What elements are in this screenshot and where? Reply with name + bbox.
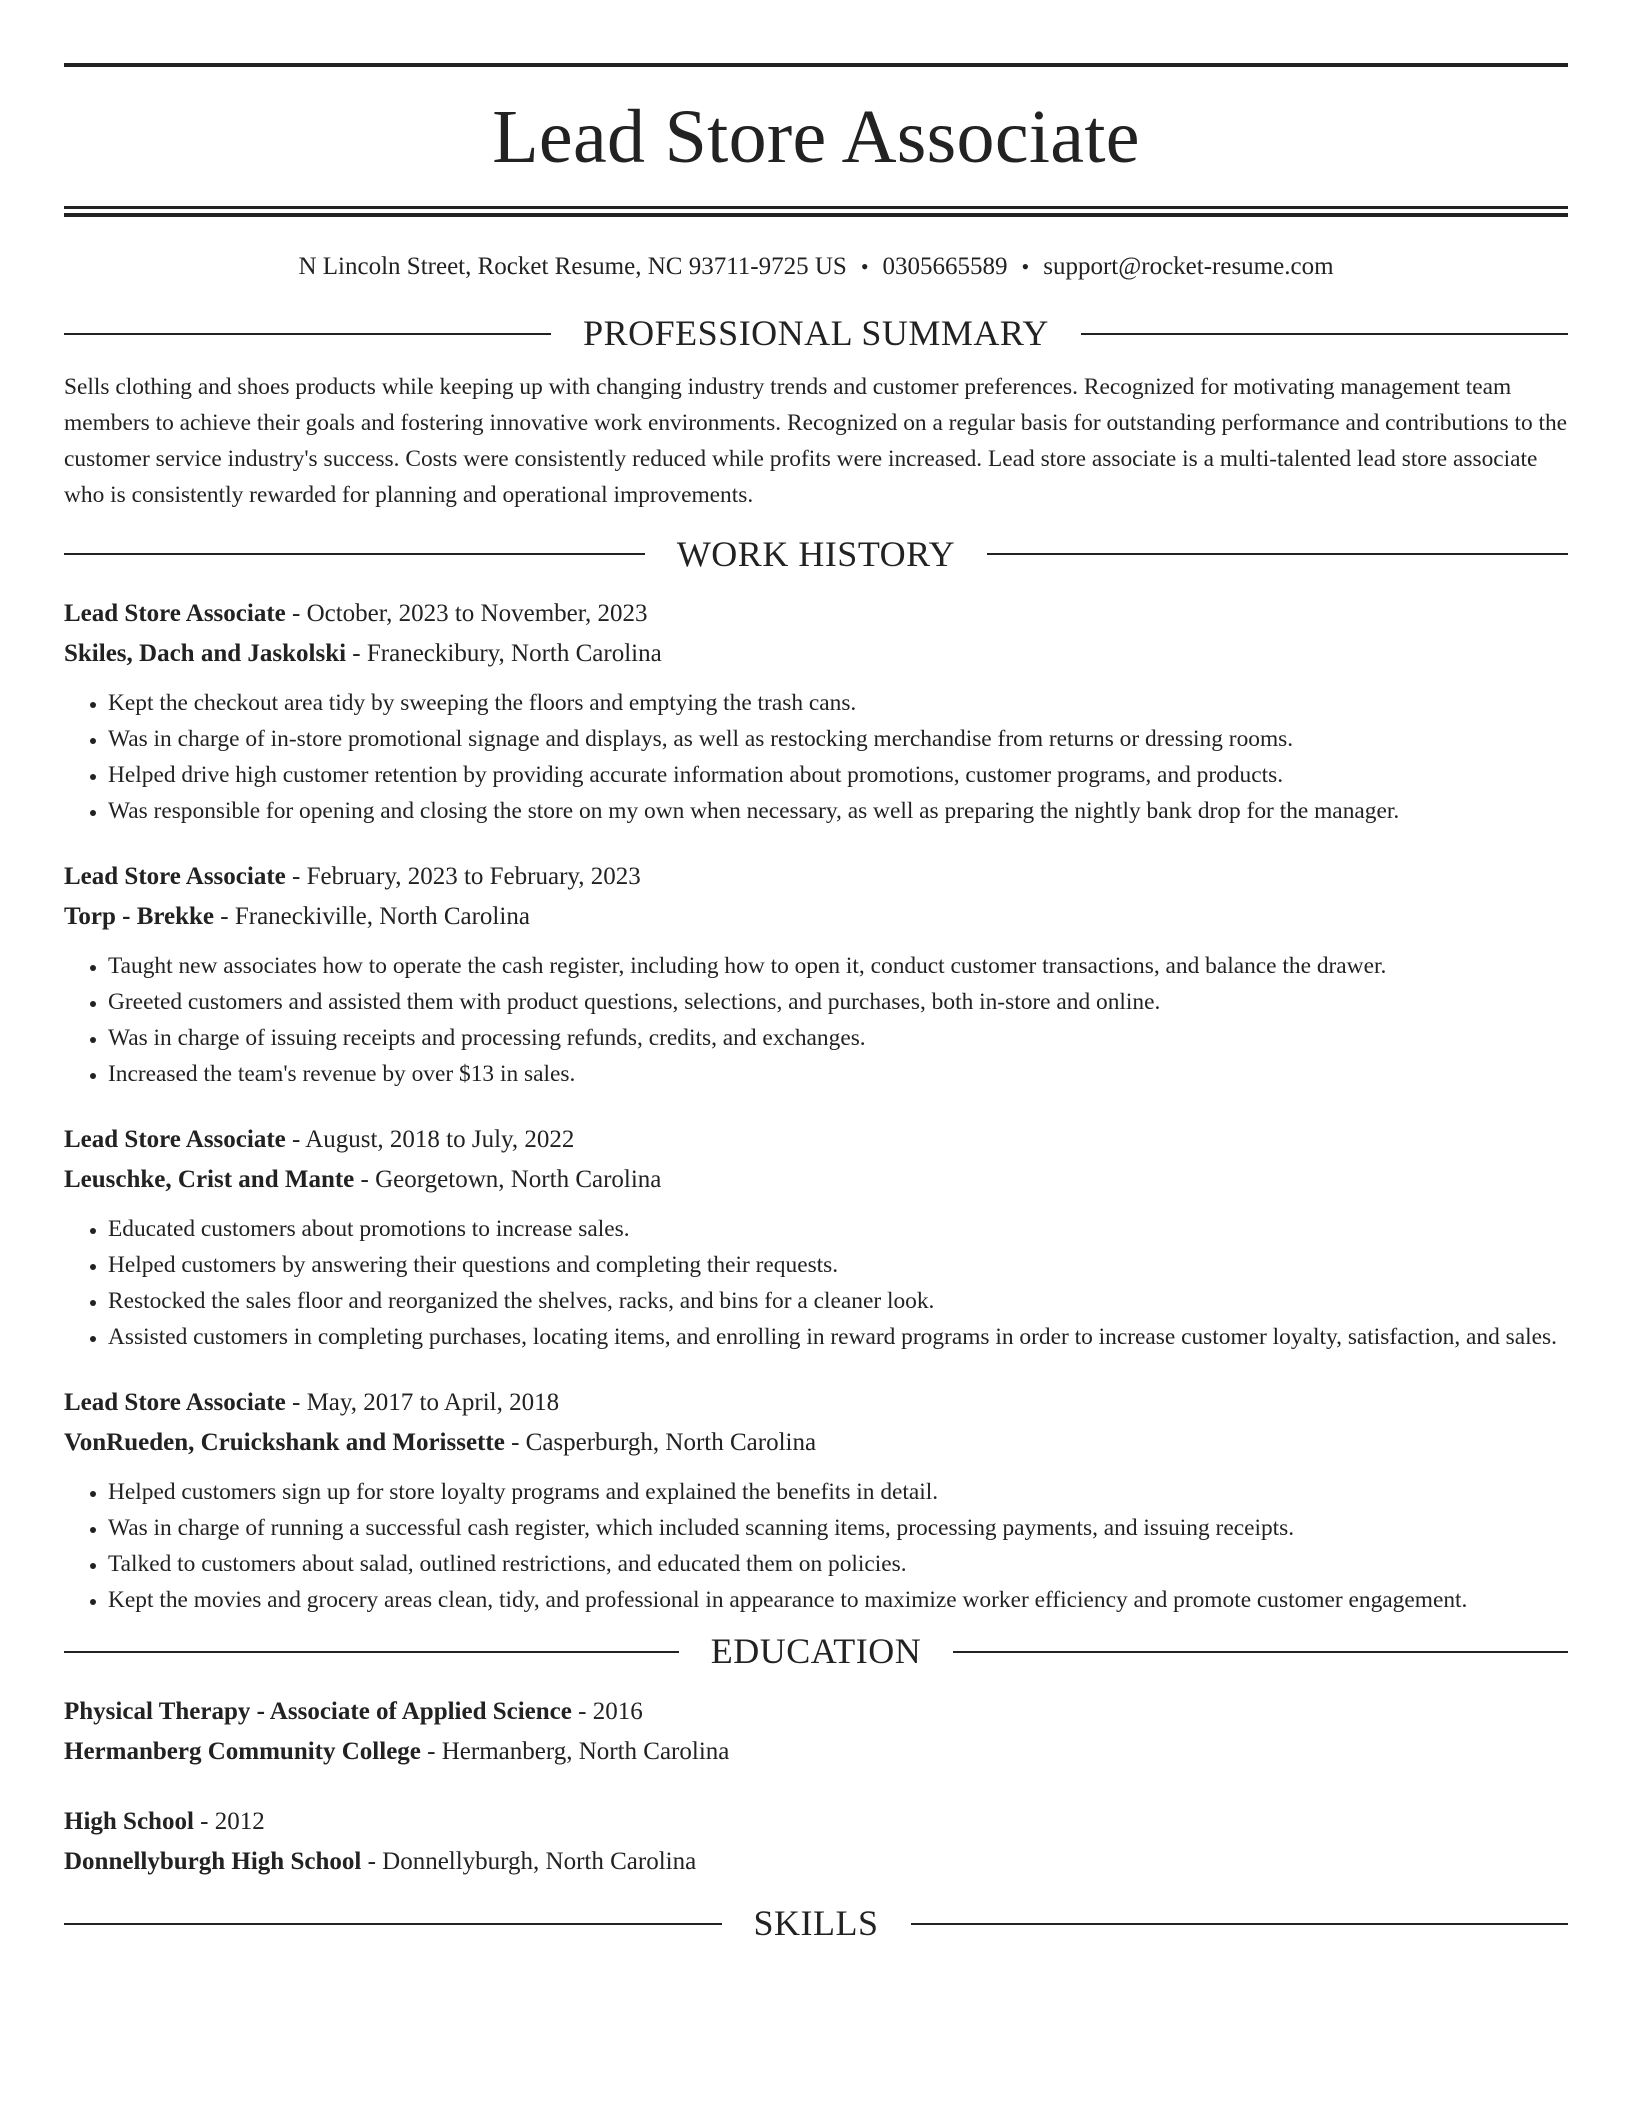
job-bullet: • Assisted customers in completing purchases, locating items, and enrolling in reward programs in order to increase customer loyalty, satisfaction, and sales.: [108, 1319, 1568, 1355]
job-bullets: [64, 948, 1568, 1092]
section-title: SKILLS: [753, 1902, 879, 1943]
contact-line: [64, 252, 1568, 282]
job-bullets: [64, 1211, 1568, 1355]
job-location: - Georgetown, North Carolina: [354, 1166, 662, 1194]
job-dates: - October, 2023 to November, 2023: [285, 600, 648, 628]
job-company: Skiles, Dach and Jaskolski: [64, 640, 347, 668]
job-bullet: • Greeted customers and assisted them with product questions, selections, and purchases, both in-store and online.: [108, 984, 1568, 1020]
job-bullet: • Helped customers sign up for store loyalty programs and explained the benefits in detail.: [108, 1474, 1568, 1510]
job-dates: - August, 2018 to July, 2022: [285, 1126, 575, 1154]
section-rule-right: [987, 553, 1568, 555]
job-title: Lead Store Associate: [64, 863, 286, 891]
section-title: EDUCATION: [710, 1631, 922, 1672]
contact-phone: 0305665589: [882, 253, 1008, 280]
job-entry: [64, 594, 1568, 829]
job-company-line: [64, 634, 1568, 674]
job-title: Lead Store Associate: [64, 600, 286, 628]
education-degree-line: [64, 1802, 1568, 1842]
education-school: Donnellyburgh High School: [64, 1847, 362, 1875]
job-bullet: • Increased the team's revenue by over $13 in sales.: [108, 1056, 1568, 1092]
section-heading-summary: [64, 314, 1568, 354]
education-location: - Hermanberg, North Carolina: [420, 1737, 730, 1765]
job-company: Leuschke, Crist and Mante: [64, 1166, 355, 1194]
job-company: VonRueden, Cruickshank and Morissette: [64, 1429, 505, 1457]
job-title-line: [64, 594, 1568, 634]
contact-separator: •: [860, 254, 869, 279]
job-bullet: • Was responsible for opening and closing the store on my own when necessary, as well as preparing the nightly bank drop for the manager.: [108, 793, 1568, 829]
summary-text: Sells clothing and shoes products while keeping up with changing industry trends and customer preferences. Recognized for motivating management team members to achieve their goals and fostering innovative work environments. Recognized on a regular basis for outstanding performance and contributions to the customer service industry's success. Costs were consistently reduced while profits were increased. Lead store associate is a multi-talented lead store associate who is consistently rewarded for planning and operational improvements.: [64, 373, 1568, 508]
education-degree: Physical Therapy - Associate of Applied Science: [64, 1697, 572, 1725]
job-location: - Franeckiville, North Carolina: [214, 903, 530, 931]
job-company-line: [64, 1423, 1568, 1463]
double-rule: [64, 206, 1568, 217]
section-rule-left: [64, 1923, 722, 1925]
job-bullet: • Kept the movies and grocery areas clean, tidy, and professional in appearance to maximize worker efficiency and promote customer engagement.: [108, 1582, 1568, 1618]
job-bullet: • Taught new associates how to operate the cash register, including how to open it, conduct customer transactions, and balance the drawer.: [108, 948, 1568, 984]
job-bullet: • Helped customers by answering their questions and completing their requests.: [108, 1247, 1568, 1283]
education-school: Hermanberg Community College: [64, 1737, 421, 1765]
job-entry: [64, 857, 1568, 1092]
section-rule-left: [64, 333, 551, 335]
job-title-line: [64, 1120, 1568, 1160]
job-company-line: [64, 1160, 1568, 1200]
job-company-line: [64, 897, 1568, 937]
job-bullet: • Educated customers about promotions to increase sales.: [108, 1211, 1568, 1247]
section-rule-left: [64, 553, 645, 555]
contact-address: N Lincoln Street, Rocket Resume, NC 93711-9725 US: [298, 253, 847, 280]
job-location: - Casperburgh, North Carolina: [504, 1429, 817, 1457]
section-heading-skills: [64, 1904, 1568, 1944]
education-degree-line: [64, 1692, 1568, 1732]
job-bullet: • Talked to customers about salad, outlined restrictions, and educated them on policies.: [108, 1546, 1568, 1582]
job-dates: - May, 2017 to April, 2018: [285, 1389, 560, 1417]
contact-separator: •: [1021, 254, 1030, 279]
job-bullet: • Was in charge of in-store promotional signage and displays, as well as restocking merchandise from returns or dressing rooms.: [108, 721, 1568, 757]
job-location: - Franeckibury, North Carolina: [346, 640, 662, 668]
job-title-line: [64, 857, 1568, 897]
education-school-line: [64, 1732, 1568, 1772]
education-year: - 2012: [193, 1807, 265, 1835]
job-title-line: [64, 1383, 1568, 1423]
education-school-line: [64, 1842, 1568, 1882]
education-degree: High School: [64, 1807, 194, 1835]
section-title: WORK HISTORY: [676, 533, 956, 574]
education-entry: [64, 1692, 1568, 1772]
job-title: Lead Store Associate: [64, 1389, 286, 1417]
section-heading-education: [64, 1632, 1568, 1672]
resume-title: Lead Store Associate: [492, 95, 1140, 179]
section-heading-work: [64, 535, 1568, 575]
job-bullet: • Helped drive high customer retention by providing accurate information about promotions, customer programs, and products.: [108, 757, 1568, 793]
section-rule-right: [1081, 333, 1568, 335]
contact-email[interactable]: support@rocket-resume.com: [1043, 253, 1334, 280]
top-rule: [64, 63, 1568, 67]
job-dates: - February, 2023 to February, 2023: [285, 863, 641, 891]
section-rule-left: [64, 1651, 679, 1653]
job-entry: [64, 1120, 1568, 1355]
job-bullet: • Was in charge of issuing receipts and processing refunds, credits, and exchanges.: [108, 1020, 1568, 1056]
section-rule-right: [911, 1923, 1569, 1925]
job-bullet: • Was in charge of running a successful cash register, which included scanning items, processing payments, and issuing receipts.: [108, 1510, 1568, 1546]
education-entry: [64, 1802, 1568, 1882]
job-bullets: [64, 1474, 1568, 1618]
section-title: PROFESSIONAL SUMMARY: [583, 313, 1049, 353]
section-rule-right: [953, 1651, 1568, 1653]
job-bullets: [64, 685, 1568, 829]
job-bullet: • Restocked the sales floor and reorganized the shelves, racks, and bins for a cleaner look.: [108, 1283, 1568, 1319]
education-year: - 2016: [571, 1697, 643, 1725]
education-location: - Donnellyburgh, North Carolina: [361, 1847, 697, 1875]
job-title: Lead Store Associate: [64, 1126, 286, 1154]
job-company: Torp - Brekke: [64, 903, 215, 931]
job-entry: [64, 1383, 1568, 1618]
job-bullet: • Kept the checkout area tidy by sweeping the floors and emptying the trash cans.: [108, 685, 1568, 721]
